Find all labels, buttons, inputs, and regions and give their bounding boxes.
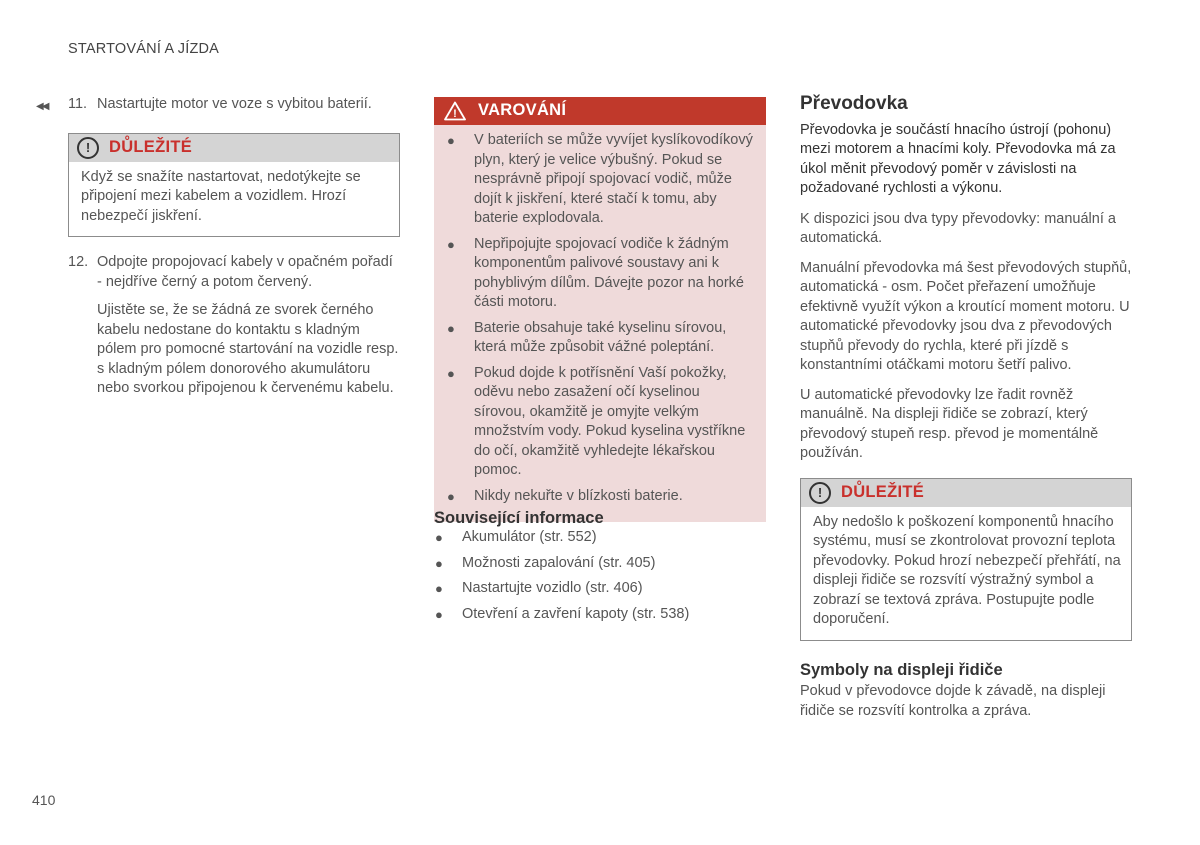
warning-item: ● Pokud dojde k potřísnění Vaší pokožky, oděvu nebo zasažení očí kyselinou sírovou, okamžitě je omyjte velkým množstvím vody. Pokud kyselina vystříkne do očí, okamžitě vyhledejte lékařskou pomoc. xyxy=(447,364,746,478)
related-info-list xyxy=(434,528,766,630)
bullet-icon: ● xyxy=(447,236,455,252)
step-text: Nastartujte motor ve voze s vybitou baterií. xyxy=(97,96,372,112)
bullet-icon: ● xyxy=(447,133,455,148)
related-link[interactable]: ● Možnosti zapalování (str. 405) xyxy=(434,554,766,574)
important-notice-box xyxy=(800,478,1132,641)
warning-header xyxy=(434,97,766,125)
sub-heading: Symboly na displeji řidiče xyxy=(800,660,1003,679)
important-notice-header xyxy=(801,479,1131,507)
warning-item: ● Nikdy nekuřte v blízkosti baterie. xyxy=(446,487,754,507)
step-subtext: Ujistěte se, že se žádná ze svorek černého kabelu nedostane do kontaktu s kladným pólem pro pomocné startování na vozidle resp. s kladným pólem donorového akumulátoru nebo svorkou připojenou k červenému kabelu. xyxy=(97,302,399,396)
bullet-icon: ● xyxy=(435,555,443,571)
related-link[interactable]: ● Otevření a zavření kapoty (str. 538) xyxy=(434,605,766,625)
page-number: 410 xyxy=(32,792,56,808)
paragraph: U automatické převodovky lze řadit rovněž manuálně. Na displeji řidiče se zobrazí, který převodový stupeň resp. převod je momentálně používán. xyxy=(800,386,1099,461)
column-left xyxy=(68,95,400,399)
warning-box xyxy=(434,97,766,522)
step-11 xyxy=(68,95,400,115)
warning-list xyxy=(434,125,766,522)
svg-text:!: ! xyxy=(453,108,457,120)
warning-item: ● Baterie obsahuje také kyselinu sírovou, která může způsobit vážné poleptání. xyxy=(447,319,727,355)
important-notice-title: DŮLEŽITÉ xyxy=(109,137,193,156)
step-number: 12. xyxy=(68,254,89,270)
bullet-icon: ● xyxy=(435,530,443,545)
section-heading: Převodovka xyxy=(800,93,908,114)
section-title: STARTOVÁNÍ A JÍZDA xyxy=(68,41,220,57)
lead-paragraph: Převodovka je součástí hnacího ústrojí (pohonu) mezi motorem a hnacími koly. Převodovka má za úkol měnit převodový poměr v závislosti na požadované rychlosti a výkonu. xyxy=(800,121,1116,196)
step-text: Odpojte propojovací kabely v opačném pořadí - nejdříve černý a potom červený. xyxy=(97,254,393,290)
related-link[interactable]: ● Nastartujte vozidlo (str. 406) xyxy=(434,579,766,599)
important-notice-box xyxy=(68,133,400,238)
bullet-icon: ● xyxy=(435,606,443,622)
related-info-title: Související informace xyxy=(434,509,604,527)
bullet-icon: ● xyxy=(447,488,455,504)
warning-title: VAROVÁNÍ xyxy=(478,101,567,120)
important-notice-text: Když se snažíte nastartovat, nedotýkejte se připojení mezi kabelem a vozidlem. Hrozí nebezpečí jiskření. xyxy=(81,168,361,224)
important-notice-title: DŮLEŽITÉ xyxy=(841,482,925,501)
important-notice-header xyxy=(69,134,399,162)
bullet-icon: ● xyxy=(447,365,455,381)
warning-item: ● Nepřipojujte spojovací vodiče k žádným komponentům palivové soustavy ani k pohyblivým dílům. Dávejte pozor na horké části motoru. xyxy=(447,235,744,310)
step-number: 11. xyxy=(68,96,88,112)
bullet-icon: ● xyxy=(435,581,443,596)
step-12 xyxy=(68,253,400,399)
warning-item: ● V bateriích se může vyvíjet kyslíkovodíkový plyn, který je velice výbušný. Pokud se nesprávně připojí spojovací vodič, může dojít k jiskření, které stačí k tomu, aby baterie explodovala. xyxy=(447,132,753,226)
bullet-icon: ● xyxy=(447,320,455,336)
important-notice-text: Aby nedošlo k poškození komponentů hnacího systému, musí se zkontrolovat provozní teplota převodovky. Pokud hrozí nebezpečí přehřátí, na displeji řidiče se rozsvítí výstražný symbol a zobrazí se textová zpráva. Postupujte podle doporučení. xyxy=(813,513,1121,627)
paragraph: K dispozici jsou dva typy převodovky: manuální a automatická. xyxy=(800,210,1116,246)
exclamation-icon: ! xyxy=(809,482,831,504)
related-link[interactable]: ● Akumulátor (str. 552) xyxy=(434,528,766,548)
paragraph: Manuální převodovka má šest převodových stupňů, automatická - osm. Počet přeřazení umožňuje efektivně využít výkon a kroutící moment motoru. U automatické převodovky jsou dva z převodových stupňů převody do rychla, které při jízdě s konstantními otáčkami motoru šetří palivo. xyxy=(800,259,1132,373)
column-right xyxy=(800,94,1132,731)
exclamation-icon: ! xyxy=(77,137,99,159)
sub-paragraph: Pokud v převodovce dojde k závadě, na displeji řidiče se rozsvítí kontrolka a zpráva. xyxy=(800,683,1106,719)
back-arrows-icon[interactable]: ◀◀ xyxy=(36,101,48,112)
warning-triangle-icon xyxy=(444,101,466,121)
